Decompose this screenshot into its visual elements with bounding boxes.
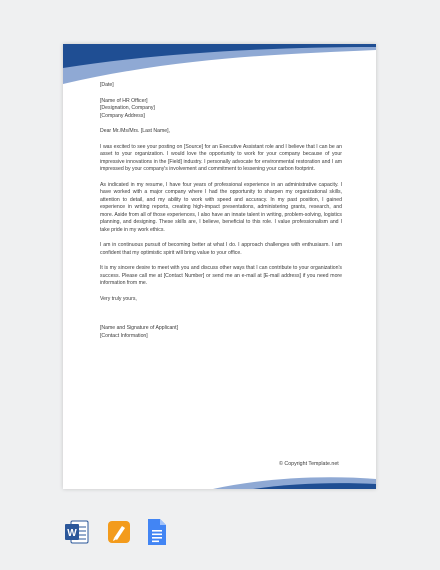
paragraph-growth: I am in continuous pursuit of becoming better at what I do. I approach challenges with enthusiasm. I am confident that my optimistic spirit will bring value to your office. <box>100 242 342 256</box>
salutation: Dear Mr./Ms/Mrs. [Last Name], <box>100 128 170 134</box>
footer-wave-decoration <box>63 475 376 489</box>
signature-contact: [Contact Information] <box>100 332 148 339</box>
date-line: [Date] <box>100 82 114 88</box>
closing: Very truly yours, <box>100 295 137 302</box>
signature-name: [Name and Signature of Applicant] <box>100 325 179 331</box>
word-icon-letter: W <box>67 528 77 539</box>
recipient-name: [Name of HR Officer] <box>100 97 148 104</box>
paragraph-intro: I was excited to see your posting on [Source] for an Executive Assistant role and I believe that I can be an asset to your organization. I would love the opportunity to work for your company because of your impressive innovations in the [Field] industry. I personally advocate for environmental restoration and I am impressed by your company's involvement and commitment to lessening your carbon footprint. <box>100 143 342 172</box>
pages-icon[interactable] <box>107 518 131 551</box>
paragraph-contact: It is my sincere desire to meet with you and discuss other ways that I can contribute to your organization's success. Please call me at [Contact Number] or send me an e-mail at [E-mail address] if you need more information from me. <box>100 265 342 286</box>
recipient-address: [Company Address] <box>100 112 145 119</box>
word-icon[interactable] <box>65 518 89 551</box>
header-wave-decoration <box>63 44 376 84</box>
google-docs-icon[interactable] <box>147 518 167 551</box>
copyright-text: © Copyright Template.net <box>279 461 339 467</box>
letter-body <box>100 82 342 340</box>
recipient-designation: [Designation, Company] <box>100 105 155 111</box>
paragraph-experience: As indicated in my resume, I have four years of professional experience in an administrative capacity. I have worked with a major company where I had the opportunity to sharpen my organizational skills, attention to detail, and my ability to work with speed and accuracy. In my past position, I gained experience in writing reports, creating high-impact presentations, administering grants, research, and more. Aside from all of those experiences, I also have an innate talent in writing, problem-solving, logistics planning, and designing. These skills are, I believe, beneficial to this role. I value professionalism and I take pride in my work ethics. <box>100 181 342 233</box>
letter-page <box>63 44 376 489</box>
